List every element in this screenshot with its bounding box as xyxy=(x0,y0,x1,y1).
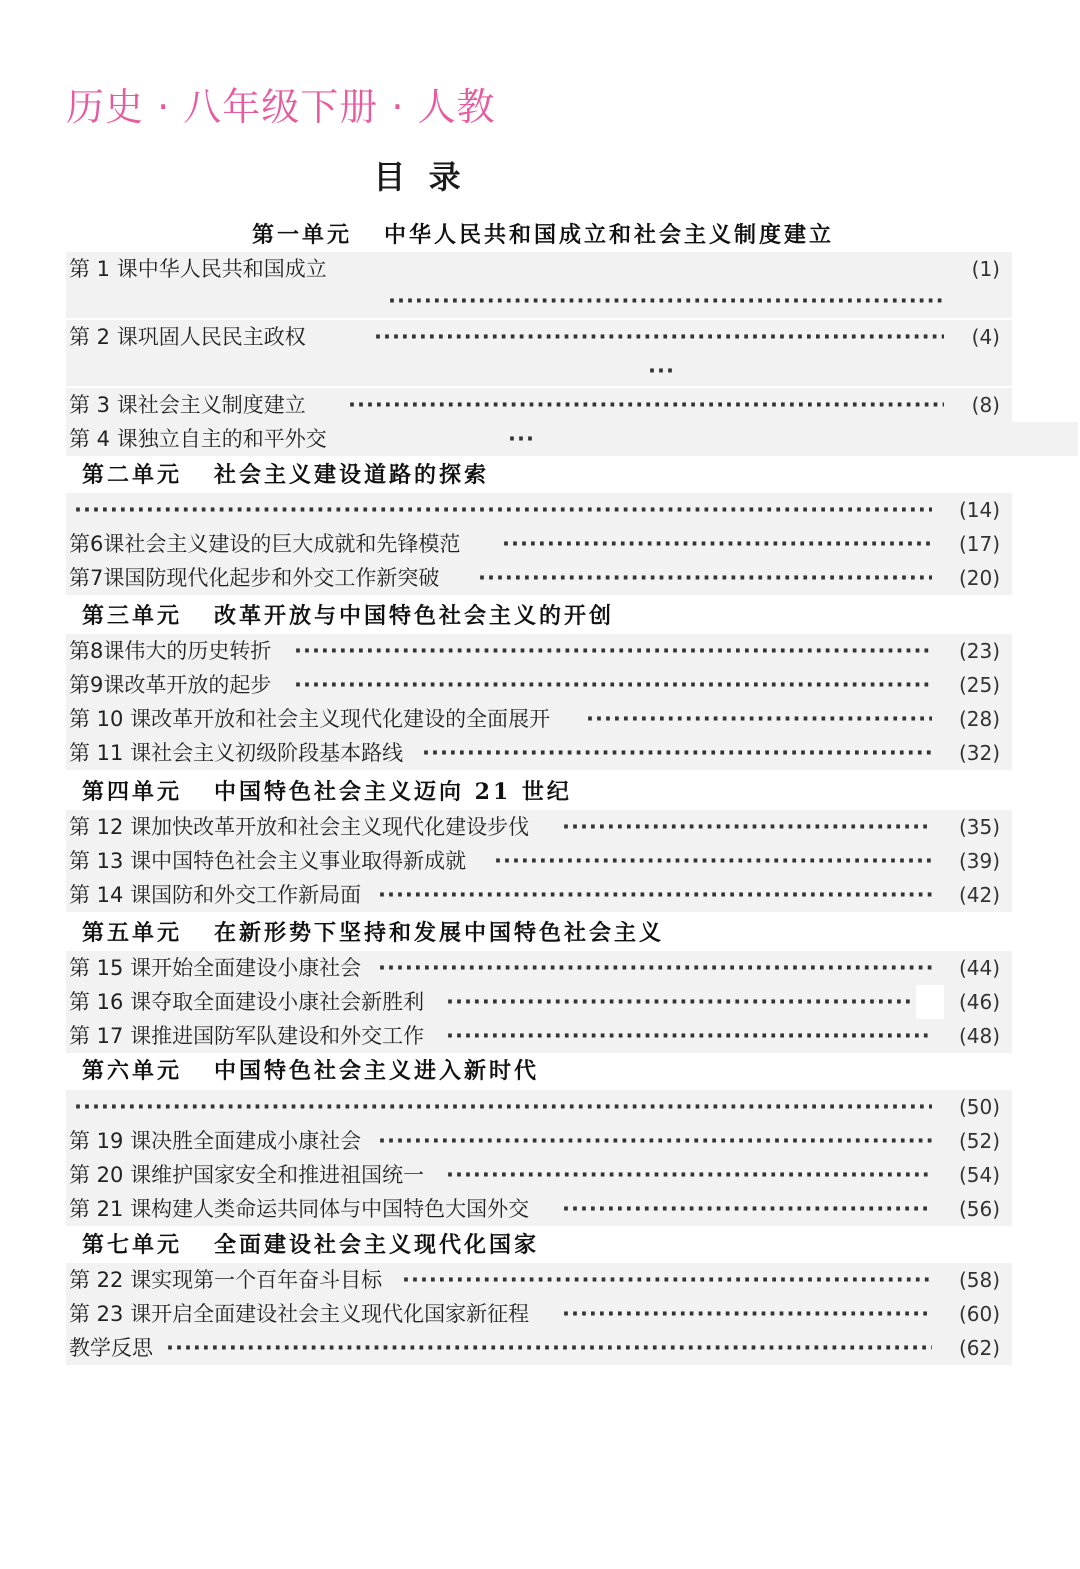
entry-page: (50) xyxy=(958,1095,1000,1119)
entry-page: (52) xyxy=(958,1129,1000,1153)
dot-leader xyxy=(294,668,932,702)
dot-leader xyxy=(348,388,944,422)
toc-entry[interactable] xyxy=(66,878,1012,912)
toc-entry[interactable] xyxy=(66,1090,1012,1124)
entry-page: (62) xyxy=(958,1336,1000,1360)
toc-heading: 目 录 xyxy=(373,158,467,196)
toc-entry[interactable] xyxy=(66,951,1012,985)
toc-entry[interactable] xyxy=(66,1158,1012,1192)
toc-entry[interactable] xyxy=(66,1019,1012,1053)
entry-page: (58) xyxy=(958,1268,1000,1292)
entry-page: (14) xyxy=(958,498,1000,522)
toc-entry[interactable] xyxy=(66,810,1012,844)
entry-title: 教学反思 xyxy=(69,1336,153,1360)
toc-entry[interactable] xyxy=(66,1192,1012,1226)
entry-title: 第 22 课实现第一个百年奋斗目标 xyxy=(69,1268,383,1292)
entry-page: (25) xyxy=(958,673,1000,697)
dot-leader xyxy=(478,561,932,595)
toc-entry[interactable] xyxy=(66,736,1012,770)
dot-leader xyxy=(378,951,932,985)
toc-entry[interactable] xyxy=(66,422,1078,456)
dot-leader xyxy=(502,527,932,561)
entry-page: (23) xyxy=(958,639,1000,663)
entry-title: 第6课社会主义建设的巨大成就和先锋模范 xyxy=(69,532,461,556)
entry-title: 第 23 课开启全面建设社会主义现代化国家新征程 xyxy=(69,1302,530,1326)
entry-title: 第 11 课社会主义初级阶段基本路线 xyxy=(69,741,404,765)
entry-title: 第 4 课独立自主的和平外交 xyxy=(69,427,327,451)
unit-heading: 第四单元 中国特色社会主义迈向 21 世纪 xyxy=(82,779,572,805)
toc-entry[interactable] xyxy=(66,634,1012,668)
dot-leader xyxy=(586,702,932,736)
toc-entry[interactable] xyxy=(66,252,1012,318)
entry-page: (28) xyxy=(958,707,1000,731)
entry-title: 第 16 课夺取全面建设小康社会新胜利 xyxy=(69,990,425,1014)
entry-title: 第 14 课国防和外交工作新局面 xyxy=(69,883,362,907)
dot-leader xyxy=(562,810,932,844)
entry-title: 第 10 课改革开放和社会主义现代化建设的全面展开 xyxy=(69,707,551,731)
dot-leader xyxy=(294,634,932,668)
dot-leader xyxy=(494,844,932,878)
entry-page: (39) xyxy=(958,849,1000,873)
toc-entry[interactable] xyxy=(66,1124,1012,1158)
toc-entry[interactable] xyxy=(66,527,1012,561)
toc-entry[interactable] xyxy=(66,985,1012,1019)
entry-page: (8) xyxy=(971,393,1000,417)
dot-leader xyxy=(388,284,944,318)
entry-page: (56) xyxy=(958,1197,1000,1221)
unit-heading: 第三单元 改革开放与中国特色社会主义的开创 xyxy=(82,603,614,629)
dot-leader xyxy=(562,1297,932,1331)
dot-leader xyxy=(562,1192,932,1226)
entry-title: 第 20 课维护国家安全和推进祖国统一 xyxy=(69,1163,425,1187)
unit-heading: 第六单元 中国特色社会主义进入新时代 xyxy=(82,1058,539,1084)
unit-heading: 第五单元 在新形势下坚持和发展中国特色社会主义 xyxy=(82,920,664,946)
entry-title: 第 21 课构建人类命运共同体与中国特色大国外交 xyxy=(69,1197,530,1221)
unit-heading: 第二单元 社会主义建设道路的探索 xyxy=(82,462,489,488)
entry-page: (60) xyxy=(958,1302,1000,1326)
toc-entry[interactable] xyxy=(66,1331,1012,1365)
entry-title: 第 19 课决胜全面建成小康社会 xyxy=(69,1129,362,1153)
entry-title: 第8课伟大的历史转折 xyxy=(69,639,272,663)
entry-page: (4) xyxy=(971,325,1000,349)
dot-leader xyxy=(74,1090,932,1124)
entry-title: 第 13 课中国特色社会主义事业取得新成就 xyxy=(69,849,467,873)
dot-leader xyxy=(422,736,932,770)
entry-title: 第 3 课社会主义制度建立 xyxy=(69,393,306,417)
toc-entry[interactable] xyxy=(66,493,1012,527)
toc-entry[interactable] xyxy=(66,388,1012,422)
entry-title: 第9课改革开放的起步 xyxy=(69,673,272,697)
toc-entry[interactable] xyxy=(66,1297,1012,1331)
toc-entry[interactable] xyxy=(66,702,1012,736)
entry-page: (1) xyxy=(971,257,1000,281)
unit-heading: 第七单元 全面建设社会主义现代化国家 xyxy=(82,1232,539,1258)
dot-leader xyxy=(378,878,932,912)
entry-title: 第 1 课中华人民共和国成立 xyxy=(69,257,327,281)
entry-page: (44) xyxy=(958,956,1000,980)
entry-page: (20) xyxy=(958,566,1000,590)
entry-page: (35) xyxy=(958,815,1000,839)
toc-entry[interactable] xyxy=(66,320,1012,386)
entry-page: (17) xyxy=(958,532,1000,556)
page-title: 历史 · 八年级下册 · 人教 xyxy=(66,85,496,129)
dot-leader xyxy=(446,1019,932,1053)
entry-title: 第 2 课巩固人民民主政权 xyxy=(69,325,306,349)
entry-page: (32) xyxy=(958,741,1000,765)
dot-leader xyxy=(166,1331,932,1365)
dot-leader xyxy=(74,493,932,527)
toc-entry[interactable] xyxy=(66,1263,1012,1297)
entry-page: (46) xyxy=(958,990,1000,1014)
dot-leader xyxy=(378,1124,932,1158)
toc-entry[interactable] xyxy=(66,668,1012,702)
entry-page: (42) xyxy=(958,883,1000,907)
dot-leader xyxy=(446,1158,932,1192)
toc-entry[interactable] xyxy=(66,844,1012,878)
dot-leader xyxy=(508,422,534,456)
entry-page: (48) xyxy=(958,1024,1000,1048)
dot-leader xyxy=(402,1263,932,1297)
entry-title: 第7课国防现代化起步和外交工作新突破 xyxy=(69,566,440,590)
entry-page: (54) xyxy=(958,1163,1000,1187)
toc-entry[interactable] xyxy=(66,561,1012,595)
blank-patch xyxy=(916,985,944,1019)
entry-title: 第 17 课推进国防军队建设和外交工作 xyxy=(69,1024,425,1048)
dot-leader xyxy=(374,320,944,354)
entry-title: 第 12 课加快改革开放和社会主义现代化建设步伐 xyxy=(69,815,530,839)
entry-title: 第 15 课开始全面建设小康社会 xyxy=(69,956,362,980)
dot-leader xyxy=(648,356,674,386)
dot-leader xyxy=(446,985,912,1019)
unit-heading: 第一单元 中华人民共和国成立和社会主义制度建立 xyxy=(252,222,834,248)
